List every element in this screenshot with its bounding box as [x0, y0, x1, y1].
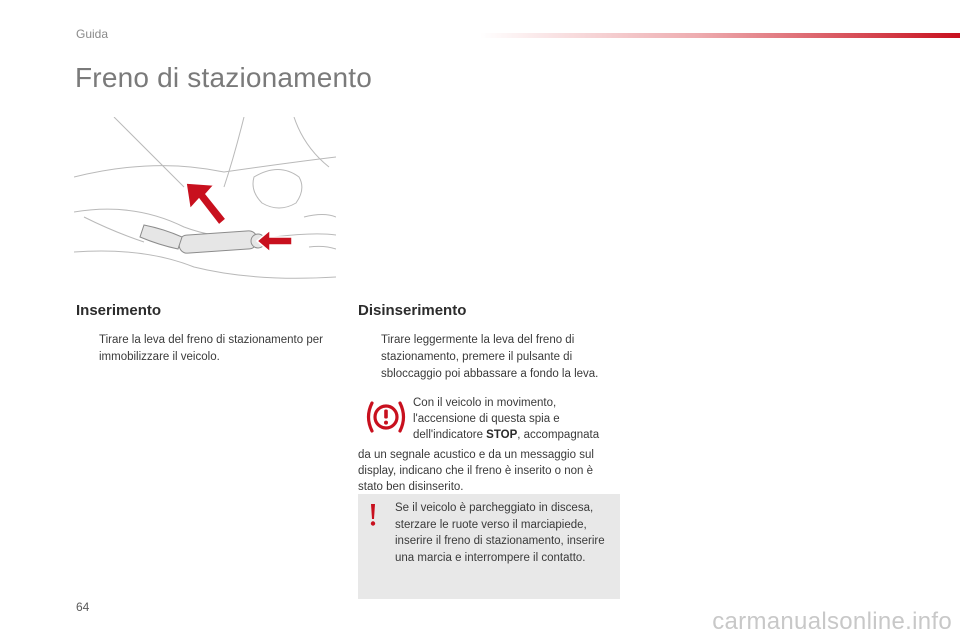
header-accent-bar [480, 33, 960, 38]
pull-arrow-icon [186, 183, 226, 225]
press-arrow-icon [257, 230, 292, 252]
page-title: Freno di stazionamento [75, 62, 373, 93]
bullet-item [76, 332, 336, 366]
bullet-text: Tirare leggermente la leva del freno di stazionamento, premere il pulsante di sbloccaggio poi abbassare a fondo la leva. [381, 334, 599, 380]
brake-warning-light-icon [364, 399, 408, 435]
exclamation-icon [366, 503, 380, 527]
page-number: 64 [76, 600, 90, 614]
section-inserimento [76, 302, 336, 366]
brake-lever [140, 225, 265, 254]
stop-indicator-label: STOP [486, 429, 518, 441]
warning-light-text: Con il veicolo in movimento, l'accensione di questa spia e dell'indicatore STOP, accompagnata [413, 397, 600, 441]
warning-light-text-continuation: da un segnale acustico e da un messaggio sul display, indicano che il freno è inserito o non è stato ben disinserito. [358, 449, 594, 493]
watermark: carmanualsonline.info [712, 608, 952, 635]
bullet-item [358, 332, 620, 383]
heading-disinserimento: Disinserimento [358, 302, 467, 319]
bullet-text: Tirare la leva del freno di stazionamento per immobilizzare il veicolo. [99, 334, 323, 363]
heading-inserimento: Inserimento [76, 302, 162, 319]
section-label: Guida [76, 27, 109, 41]
note-box [358, 494, 620, 599]
note-text: Se il veicolo è parcheggiato in discesa, sterzare le ruote verso il marciapiede, inserire il freno di stazionamento, inserire una marcia e interrompere il contatto. [395, 502, 605, 564]
parking-brake-illustration [74, 117, 336, 293]
warning-light-block [358, 395, 620, 443]
section-disinserimento [358, 302, 620, 383]
